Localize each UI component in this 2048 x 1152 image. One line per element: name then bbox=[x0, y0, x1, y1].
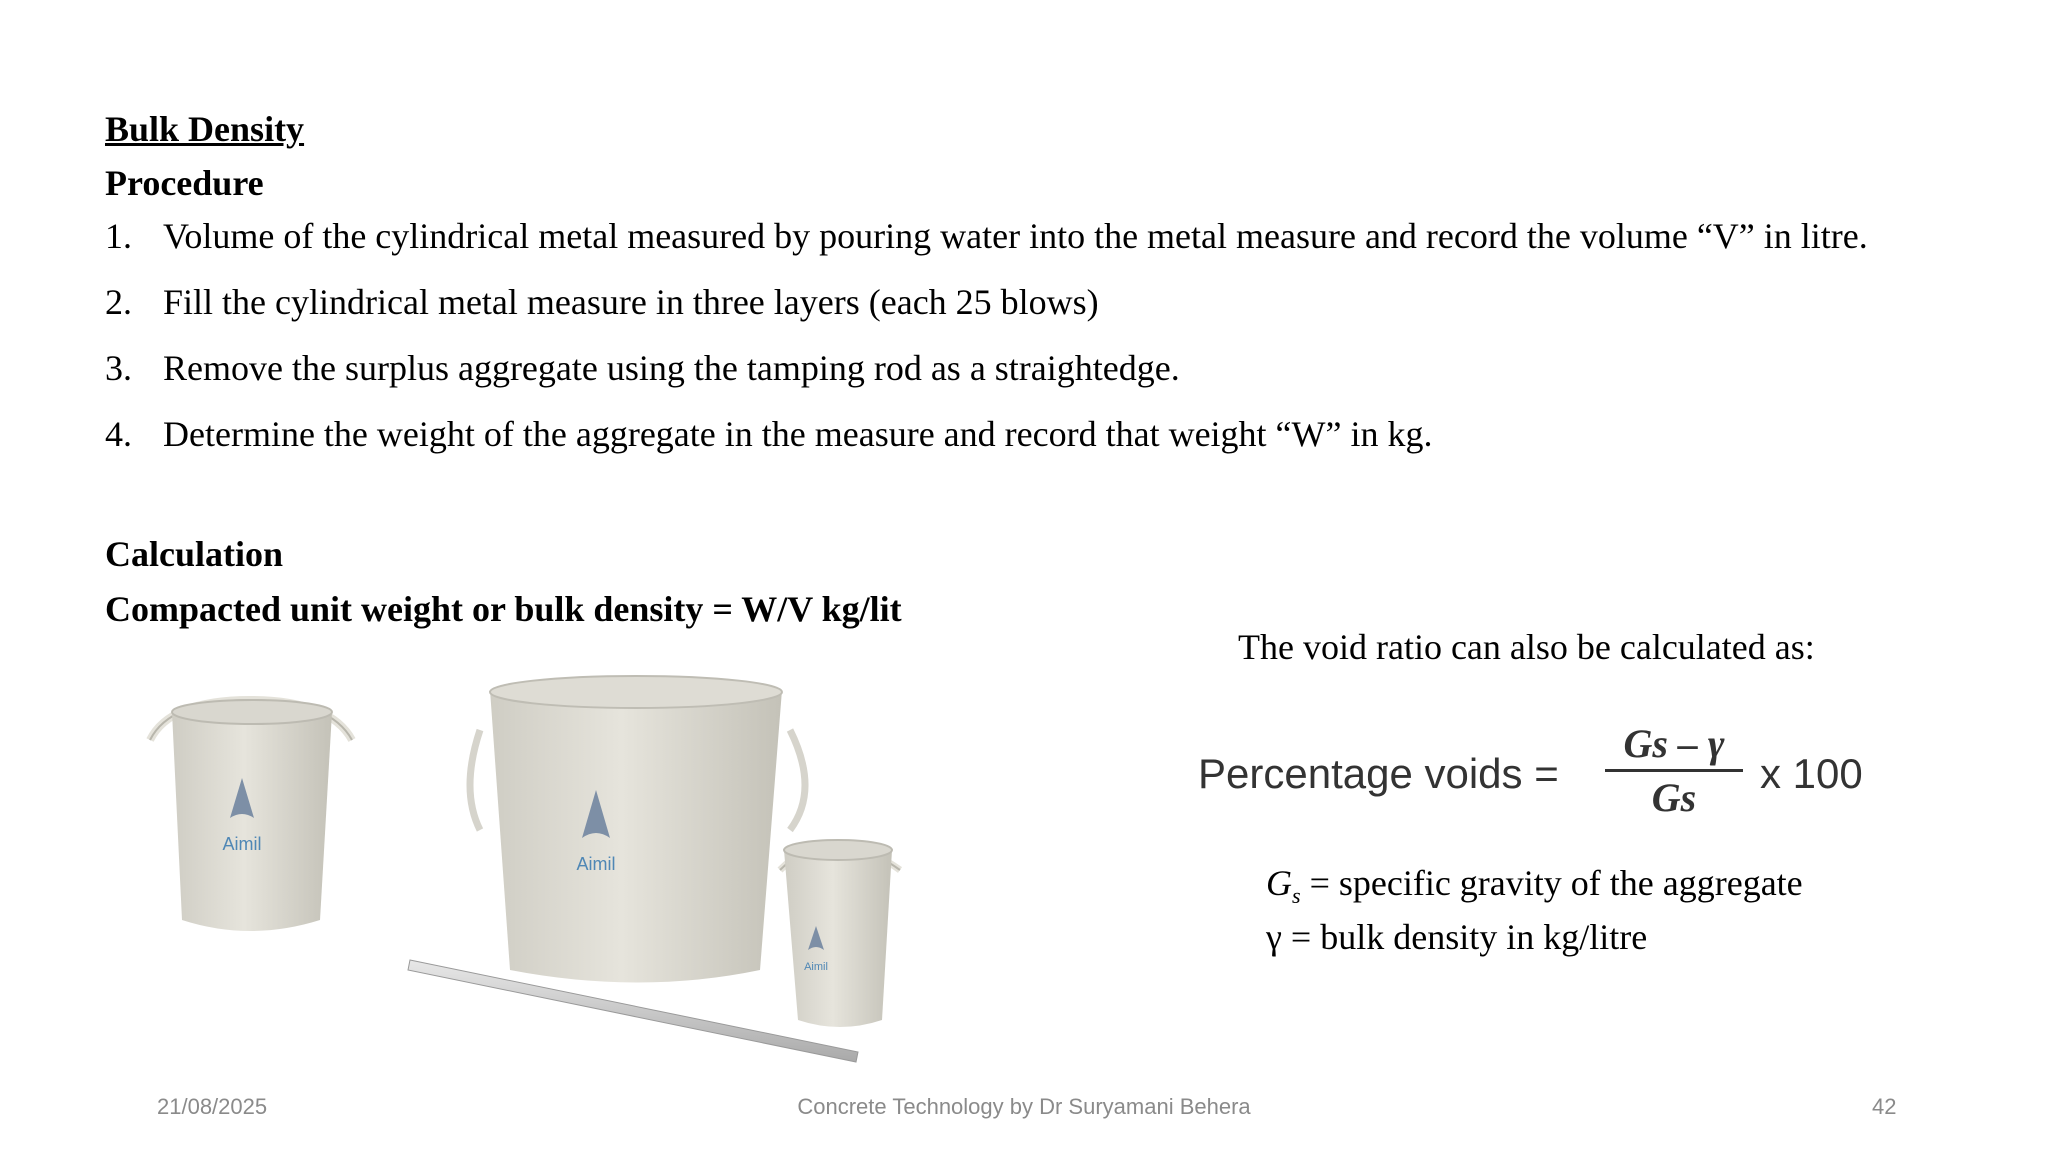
bulk-density-formula: Compacted unit weight or bulk density = W/V kg/lit bbox=[105, 589, 902, 629]
footer-date: 21/08/2025 bbox=[157, 1094, 268, 1119]
step-text: Remove the surplus aggregate using the tamping rod as a straightedge. bbox=[163, 348, 1180, 388]
percentage-voids-multiplier: x 100 bbox=[1760, 750, 1863, 797]
gs-symbol: G bbox=[1266, 863, 1292, 903]
step-text: Determine the weight of the aggregate in the measure and record that weight “W” in kg. bbox=[163, 414, 1433, 454]
cylindrical-measures-photo bbox=[130, 670, 980, 1070]
step-item bbox=[105, 344, 1965, 392]
legend-gamma: γ = bulk density in kg/litre bbox=[1266, 917, 1648, 957]
percentage-voids-fraction bbox=[1605, 720, 1743, 821]
brand-logo-left: Aimil bbox=[222, 834, 262, 854]
procedure-heading: Procedure bbox=[105, 163, 264, 203]
step-number: 3. bbox=[105, 348, 132, 388]
bucket-middle bbox=[470, 676, 805, 983]
bucket-right bbox=[780, 840, 900, 1027]
procedure-steps bbox=[105, 212, 1965, 476]
footer-page-number: 42 bbox=[1872, 1094, 1897, 1119]
step-item bbox=[105, 410, 1965, 458]
step-item bbox=[105, 278, 1965, 326]
calculation-heading: Calculation bbox=[105, 534, 284, 574]
brand-logo-right: Aimil bbox=[804, 961, 828, 973]
step-number: 1. bbox=[105, 216, 132, 256]
bucket-left bbox=[150, 700, 352, 931]
step-text: Fill the cylindrical metal measure in three layers (each 25 blows) bbox=[163, 282, 1099, 322]
legend-gs bbox=[1266, 862, 1803, 909]
step-text: Volume of the cylindrical metal measured by pouring water into the metal measure and record the volume “V” in litre. bbox=[163, 216, 1868, 256]
footer-center: Concrete Technology by Dr Suryamani Behera bbox=[797, 1094, 1251, 1119]
fraction-numerator: Gs – γ bbox=[1623, 721, 1725, 766]
percentage-voids-label: Percentage voids = bbox=[1198, 750, 1559, 797]
gs-subscript: s bbox=[1292, 883, 1301, 909]
step-item bbox=[105, 212, 1965, 260]
gs-definition: = specific gravity of the aggregate bbox=[1300, 863, 1803, 903]
step-number: 4. bbox=[105, 414, 132, 454]
slide-title: Bulk Density bbox=[105, 109, 305, 149]
void-ratio-intro: The void ratio can also be calculated as: bbox=[1238, 627, 1815, 667]
fraction-denominator: Gs bbox=[1651, 775, 1697, 820]
step-number: 2. bbox=[105, 282, 132, 322]
brand-logo-middle: Aimil bbox=[576, 854, 616, 874]
